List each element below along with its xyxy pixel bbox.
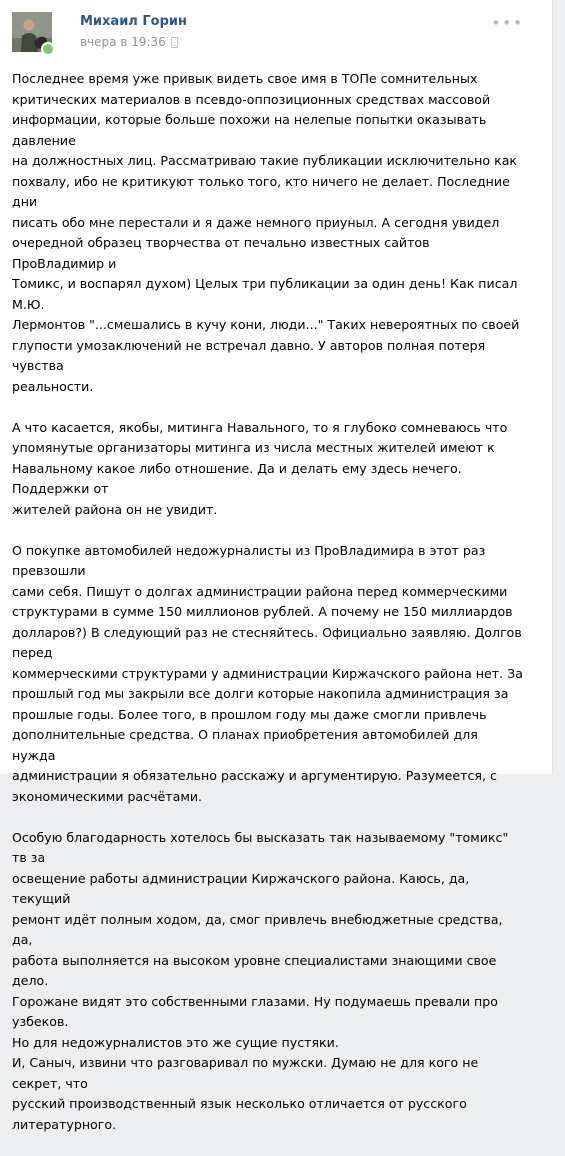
post-paragraph: Последнее время уже привык видеть свое имя в ТОПе сомнительных критических материалов в псевдо-оппозиционных средствах массовой информации, которые больше похожи на нелепые попытки оказывать давление на должностных лиц. Рассматриваю такие публикации исключительно как похвалу, ибо не критикуют только того, кто ничего не делает. Последние дни писать обо мне перестали и я даже немного приуныл. А сегодня увидел очередной образец творчества от печально известных сайтов ПроВладимир и Томикс, и воспарял духом) Целых три публикации за один день! Как писал М.Ю. Лермонтов "...смешались в кучу кони, люди..." Таких невероятных по своей глупости умозаключений не встречал давно. У авторов полная потеря чувства реальности. (12, 71, 520, 394)
post-time[interactable]: вчера в 19:36 (80, 35, 166, 49)
post-author-name[interactable]: Михаил Горин (80, 14, 187, 29)
more-dots-icon[interactable]: ••• (491, 14, 524, 32)
post-header (0, 0, 552, 64)
post-text (12, 69, 524, 1156)
post-meta (80, 35, 178, 49)
post-paragraph: Особую благодарность хотелось бы высказать так называемому "томикс" тв за освещение работы администрации Киржачского района. Каюсь, да, текущий ремонт идёт полным ходом, да, смог привлечь внебюджетные средства, да, работа выполняется на высоком уровне специалистами знающими свое дело. Горожане видят это собственными глазами. Ну подумаешь превали про узбеков. Но для недожурналистов это же сущие пустяки. И, Саныч, извини что разговаривал по мужски. Думаю не для кого не секрет, что русский производственный язык несколько отличается от русского литературного. (12, 829, 509, 1132)
post-paragraph: А что касается, якобы, митинга Навального, то я глубоко сомневаюсь что упомянутые организаторы митинга из числа местных жителей имеют к Навальному какое либо отношение. Да и делать ему здесь нечего. Поддержки от жителей района он не увидит. (12, 419, 508, 517)
scrollbar-track[interactable] (556, 0, 565, 774)
mobile-phone-icon (171, 37, 178, 48)
post-paragraph: О покупке автомобилей недожурналисты из ПроВладимира в этот раз превзошли сами себя. Пишут о долгах администрации района перед коммерческими структурами в сумме 150 миллионов рублей. А почему не 150 миллиардов долларов?) В следующий раз не стесняйтесь. Официально заявляю. Долгов перед коммерческими структурами у администрации Киржачского района нет. За прошлый год мы закрыли все долги которые накопила администрация за прошлые годы. Более того, в прошлом году мы даже смогли привлечь дополнительные средства. О планах приобретения автомобилей для нужда администрации я обязательно расскажу и аргументирую. Разумеется, с экономическими расчётами. (12, 542, 523, 804)
online-indicator (41, 42, 55, 56)
